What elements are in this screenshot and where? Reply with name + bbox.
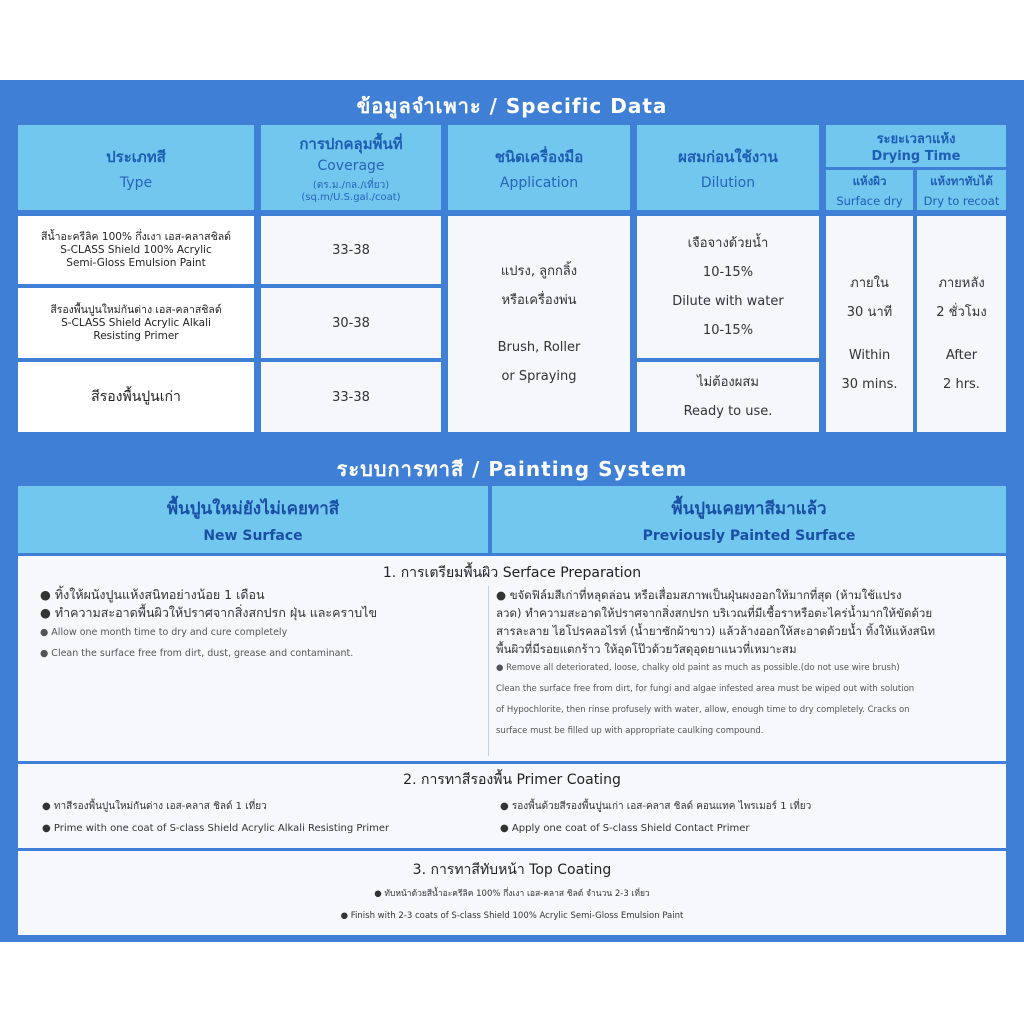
header-application-th: ชนิดเครื่องมือ [494,147,584,166]
dilution-cell-b [637,362,819,432]
coverage-row-2-value: 30-38 [332,315,370,331]
dilution-b-en: Ready to use. [683,404,773,419]
step1-old-en-4: surface must be filled up with appropriate caulking compound. [496,726,764,736]
step1-old-th-4: พื้นผิวที่มีรอยแตกร้าว ให้อุดโป๊วด้วยวัสดุอุดยาแนวที่เหมาะสม [496,642,797,656]
dilution-a-en: Dilute with water [672,294,784,309]
header-dilution-en: Dilution [700,174,756,191]
step1-title: 1. การเตรียมพื้นผิว Serface Preparation [382,565,642,581]
step1-panel [18,556,1006,761]
dilution-a-pct: 10-15% [702,265,754,280]
type-row-2-en2: Resisting Primer [93,329,179,342]
step1-old-en-2: Clean the surface free from dirt, for fungi and algae infested area must be wiped out with solution [496,684,915,694]
coverage-row-3 [261,362,441,432]
coverage-row-1 [261,216,441,284]
step1-old [496,586,998,742]
recoat-cell [917,216,1006,432]
dilution-b-th: ไม่ต้องผสม [697,375,759,390]
step2-new-th: ● ทาสีรองพื้นปูนใหม่กันด่าง เอส-คลาส ชิลด์ 1 เที่ยว [42,801,267,812]
type-row-1-en1: S-CLASS Shield 100% Acrylic [60,243,212,256]
surface-dry-th2: 30 นาที [846,305,893,320]
header-coverage-unit: (ตร.ม./กล./เที่ยว) [312,179,390,191]
step2-new [42,796,482,840]
step1-new [40,586,480,664]
step3-body [18,883,1006,927]
old-surface-header [492,486,1006,553]
type-row-2-th: สีรองพื้นปูนใหม่กันด่าง เอส-คลาสชิลด์ [50,303,222,316]
painting-system-title: ระบบการทาสี / Painting System [336,457,688,481]
dilution-a-th: เจือจางด้วยน้ำ [687,236,769,251]
application-en1: Brush, Roller [497,340,581,355]
coverage-row-1-value: 33-38 [332,242,370,258]
application-cell [448,216,630,432]
surface-dry-cell [826,216,913,432]
application-en2: or Spraying [501,369,577,384]
header-surface-dry-en: Surface dry [836,193,903,208]
recoat-en1: After [945,348,978,363]
step1-divider [488,586,489,756]
header-drying-th: ระยะเวลาแห้ง [876,132,956,147]
recoat-th1: ภายหลัง [938,276,985,291]
step3-title: 3. การทาสีทับหน้า Top Coating [412,862,612,878]
header-recoat [917,170,1006,210]
header-type-th: ประเภทสี [106,147,166,166]
step3-th: ● ทับหน้าด้วยสีน้ำอะครีลิค 100% กึ่งเงา เอส-คลาส ชิลด์ จำนวน 2-3 เที่ยว [374,889,650,899]
type-row-1 [18,216,254,284]
old-surface-en: Previously Painted Surface [642,528,856,544]
surface-dry-en1: Within [848,348,891,363]
step2-old-th: ● รองพื้นด้วยสีรองพื้นปูนเก่า เอส-คลาส ชิลด์ คอนแทค ไพรเมอร์ 1 เที่ยว [500,801,812,812]
step1-old-en-1: ● Remove all deteriorated, loose, chalky old paint as much as possible.(do not use wire brush) [496,663,900,673]
step1-new-th-2: ● ทำความสะอาดพื้นผิวให้ปราศจากสิ่งสกปรก ฝุ่น และคราบไข [40,605,378,620]
specific-data-title: ข้อมูลจำเพาะ / Specific Data [356,94,668,118]
header-dilution-th: ผสมก่อนใช้งาน [678,147,778,166]
step3-panel [18,851,1006,935]
new-surface-th: พื้นปูนใหม่ยังไม่เคยทาสี [166,499,340,519]
recoat-en2: 2 hrs. [943,377,980,392]
dilution-a-pct-en: 10-15% [702,323,754,338]
type-row-3 [18,362,254,432]
type-row-1-en2: Semi-Gloss Emulsion Paint [66,256,206,269]
type-row-1-th: สีน้ำอะครีลิค 100% กึ่งเงา เอส-คลาสชิลด์ [41,230,231,243]
coverage-row-3-value: 33-38 [332,389,370,405]
surface-dry-en2: 30 mins. [841,377,898,392]
step2-old [500,796,1000,840]
step2-new-en: ● Prime with one coat of S-class Shield Acrylic Alkali Resisting Primer [42,823,390,834]
header-recoat-th: แห้งทาทับได้ [930,173,993,188]
old-surface-th: พื้นปูนเคยทาสีมาแล้ว [671,499,827,519]
new-surface-en: New Surface [203,528,303,544]
step1-old-th-3: สารละลาย ไฮโปรคลอไรท์ (น้ำยาซักผ้าขาว) แล้วล้างออกให้สะอาดด้วยน้ำ ทิ้งให้แห้งสนิท [496,624,936,638]
header-type [18,125,254,210]
header-coverage [261,125,441,210]
application-th1: แปรง, ลูกกลิ้ง [500,264,578,279]
new-surface-header [18,486,488,553]
step2-panel [18,764,1006,848]
type-row-3-th: สีรองพื้นปูนเก่า [91,388,181,405]
application-th2: หรือเครื่องพ่น [501,293,577,308]
step1-old-th-2: ลวด) ทำความสะอาดให้ปราศจากสิ่งสกปรก บริเวณที่มีเชื้อราหรือตะไคร่น้ำมากให้ขัดด้วย [496,606,933,620]
header-coverage-th: การปกคลุมพื้นที่ [299,134,403,153]
coverage-row-2 [261,288,441,358]
header-recoat-en: Dry to recoat [923,193,1000,208]
type-row-2-en1: S-CLASS Shield Acrylic Alkali [61,316,211,329]
step1-new-th-1: ● ทิ้งให้ผนังปูนแห้งสนิทอย่างน้อย 1 เดือน [40,587,265,602]
header-dilution [637,125,819,210]
recoat-th2: 2 ชั่วโมง [936,305,987,320]
header-drying-en: Drying Time [871,149,961,164]
header-drying [826,125,1006,167]
header-type-en: Type [119,174,153,191]
step1-old-en-3: of Hypochlorite, then rinse profusely with water, allow, enough time to dry completely. Cracks on [496,705,910,715]
step3-en: ● Finish with 2-3 coats of S-class Shield 100% Acrylic Semi-Gloss Emulsion Paint [340,911,684,921]
step2-title: 2. การทาสีรองพื้น Primer Coating [403,772,621,788]
step1-new-en-1: ● Allow one month time to dry and cure completely [40,627,288,638]
step1-old-th-1: ● ขจัดฟิล์มสีเก่าที่หลุดล่อน หรือเสื่อมสภาพเป็นฝุ่นผงออกให้มากที่สุด (ห้ามใช้แปรง [496,588,902,602]
header-surface-dry [826,170,913,210]
header-coverage-en: Coverage [317,157,385,174]
step2-old-en: ● Apply one coat of S-class Shield Contact Primer [500,823,750,834]
dilution-cell-a [637,216,819,358]
surface-dry-th1: ภายใน [850,276,889,291]
step1-new-en-2: ● Clean the surface free from dirt, dust, grease and contaminant. [40,648,354,659]
header-application [448,125,630,210]
header-application-en: Application [499,174,579,191]
type-row-2 [18,288,254,358]
header-surface-dry-th: แห้งผิว [852,173,887,188]
header-coverage-unit-en: (sq.m/U.S.gal./coat) [301,191,401,203]
